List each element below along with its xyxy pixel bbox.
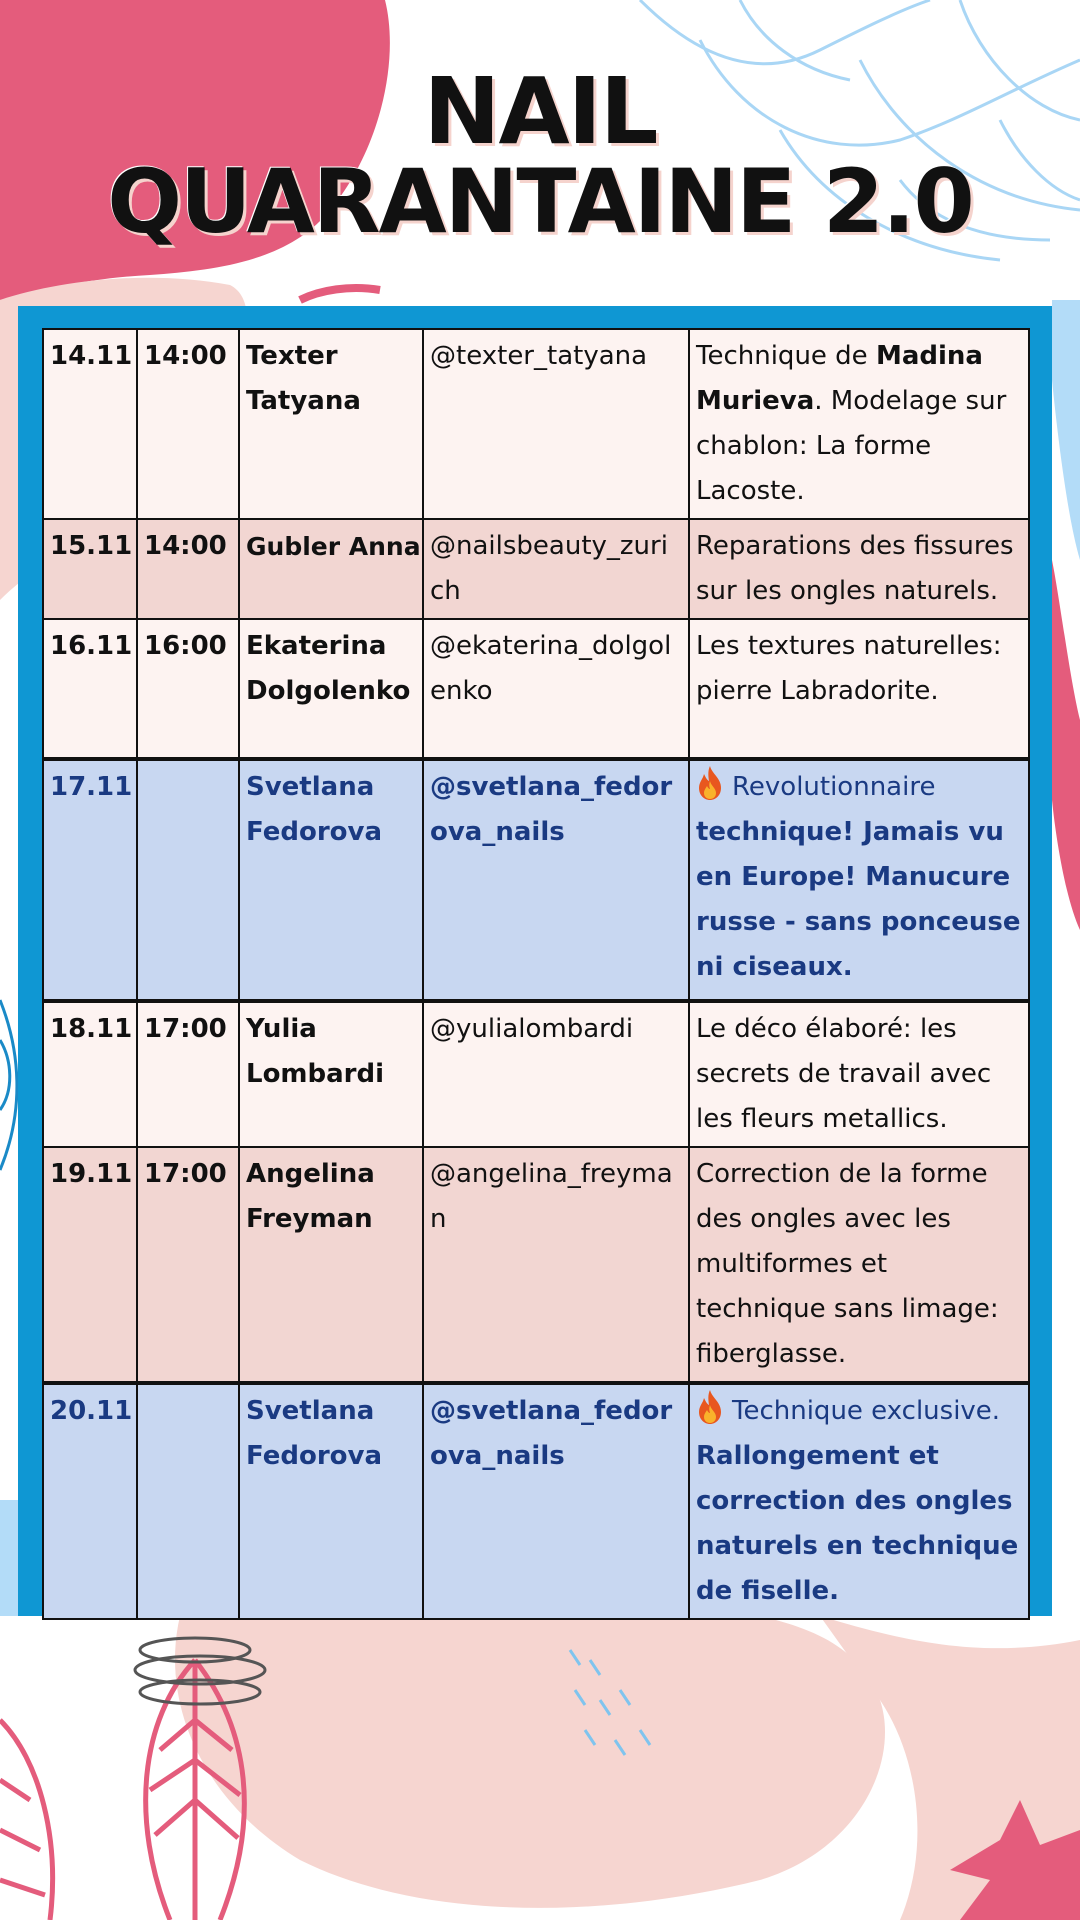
date-cell: 14.11 <box>43 329 137 519</box>
description-highlight: Rallongement et correction des ongles naturels en technique de fiselle. <box>696 1441 1019 1606</box>
description-highlight: technique! Jamais vu en Europe! Manucure russe - sans ponceuse ni ciseaux. <box>696 817 1021 982</box>
table-row <box>43 519 1029 619</box>
table-row <box>43 1001 1029 1147</box>
description-text: . Modelage sur chablon: La forme Lacoste. <box>696 386 1007 506</box>
date-cell: 15.11 <box>43 519 137 619</box>
instagram-handle: @svetlana_fedorova_nails <box>423 1383 689 1619</box>
workshop-description: Reparations des fissures sur les ongles naturels. <box>689 519 1029 619</box>
pink-blob-right <box>1052 560 1080 930</box>
instagram-handle: @ekaterina_dolgolenko <box>423 619 689 759</box>
page-title-line-2: QUARANTAINE 2.0 <box>107 150 973 253</box>
table-row <box>43 1147 1029 1383</box>
instructor-name: Ekaterina Dolgolenko <box>239 619 423 759</box>
time-cell: 14:00 <box>137 329 239 519</box>
workshop-description: Le déco élaboré: les secrets de travail avec les fleurs metallics. <box>689 1001 1029 1147</box>
date-cell: 20.11 <box>43 1383 137 1619</box>
instagram-handle: @yulialombardi <box>423 1001 689 1147</box>
pink-blob-bottom <box>175 1616 885 1908</box>
description-highlight: Madina Murieva <box>696 341 983 416</box>
instagram-handle: @texter_tatyana <box>423 329 689 519</box>
table-row <box>43 619 1029 759</box>
date-cell: 18.11 <box>43 1001 137 1147</box>
description-lead: Technique exclusive. <box>732 1396 1001 1426</box>
instructor-name: Gubler Anna <box>239 519 423 619</box>
pink-leaf-top-center <box>300 288 380 300</box>
instructor-name: Texter Tatyana <box>239 329 423 519</box>
fire-icon <box>696 1389 724 1425</box>
workshop-description <box>689 759 1029 1001</box>
description-lead: Revolutionnaire <box>732 772 936 802</box>
instructor-name: Yulia Lombardi <box>239 1001 423 1147</box>
instructor-name: Angelina Freyman <box>239 1147 423 1383</box>
pink-leaf-bottom-left <box>0 1720 53 1920</box>
instagram-handle: @nailsbeauty_zurich <box>423 519 689 619</box>
time-cell: 16:00 <box>137 619 239 759</box>
description-text: Technique de <box>696 341 876 371</box>
instagram-handle: @svetlana_fedorova_nails <box>423 759 689 1001</box>
time-cell <box>137 1383 239 1619</box>
workshop-description <box>689 329 1029 519</box>
workshop-description: Les textures naturelles: pierre Labradorite. <box>689 619 1029 759</box>
instructor-name: Svetlana Fedorova <box>239 759 423 1001</box>
time-cell: 14:00 <box>137 519 239 619</box>
table-row <box>43 1383 1029 1619</box>
date-cell: 17.11 <box>43 759 137 1001</box>
time-cell: 17:00 <box>137 1147 239 1383</box>
table-row <box>43 759 1029 1001</box>
blue-blob-right <box>1052 300 1080 560</box>
instructor-name: Svetlana Fedorova <box>239 1383 423 1619</box>
time-cell: 17:00 <box>137 1001 239 1147</box>
schedule-table <box>42 328 1030 1620</box>
fire-icon <box>696 765 724 801</box>
page-title-line-1: NAIL <box>423 58 657 165</box>
instagram-handle: @angelina_freyman <box>423 1147 689 1383</box>
workshop-description: Correction de la forme des ongles avec les multiformes et technique sans limage: fiberglasse. <box>689 1147 1029 1383</box>
date-cell: 16.11 <box>43 619 137 759</box>
blue-blob-bottom-left <box>0 1500 18 1616</box>
workshop-description <box>689 1383 1029 1619</box>
table-row <box>43 329 1029 519</box>
leaf-line-art-left <box>0 1000 17 1170</box>
date-cell: 19.11 <box>43 1147 137 1383</box>
time-cell <box>137 759 239 1001</box>
